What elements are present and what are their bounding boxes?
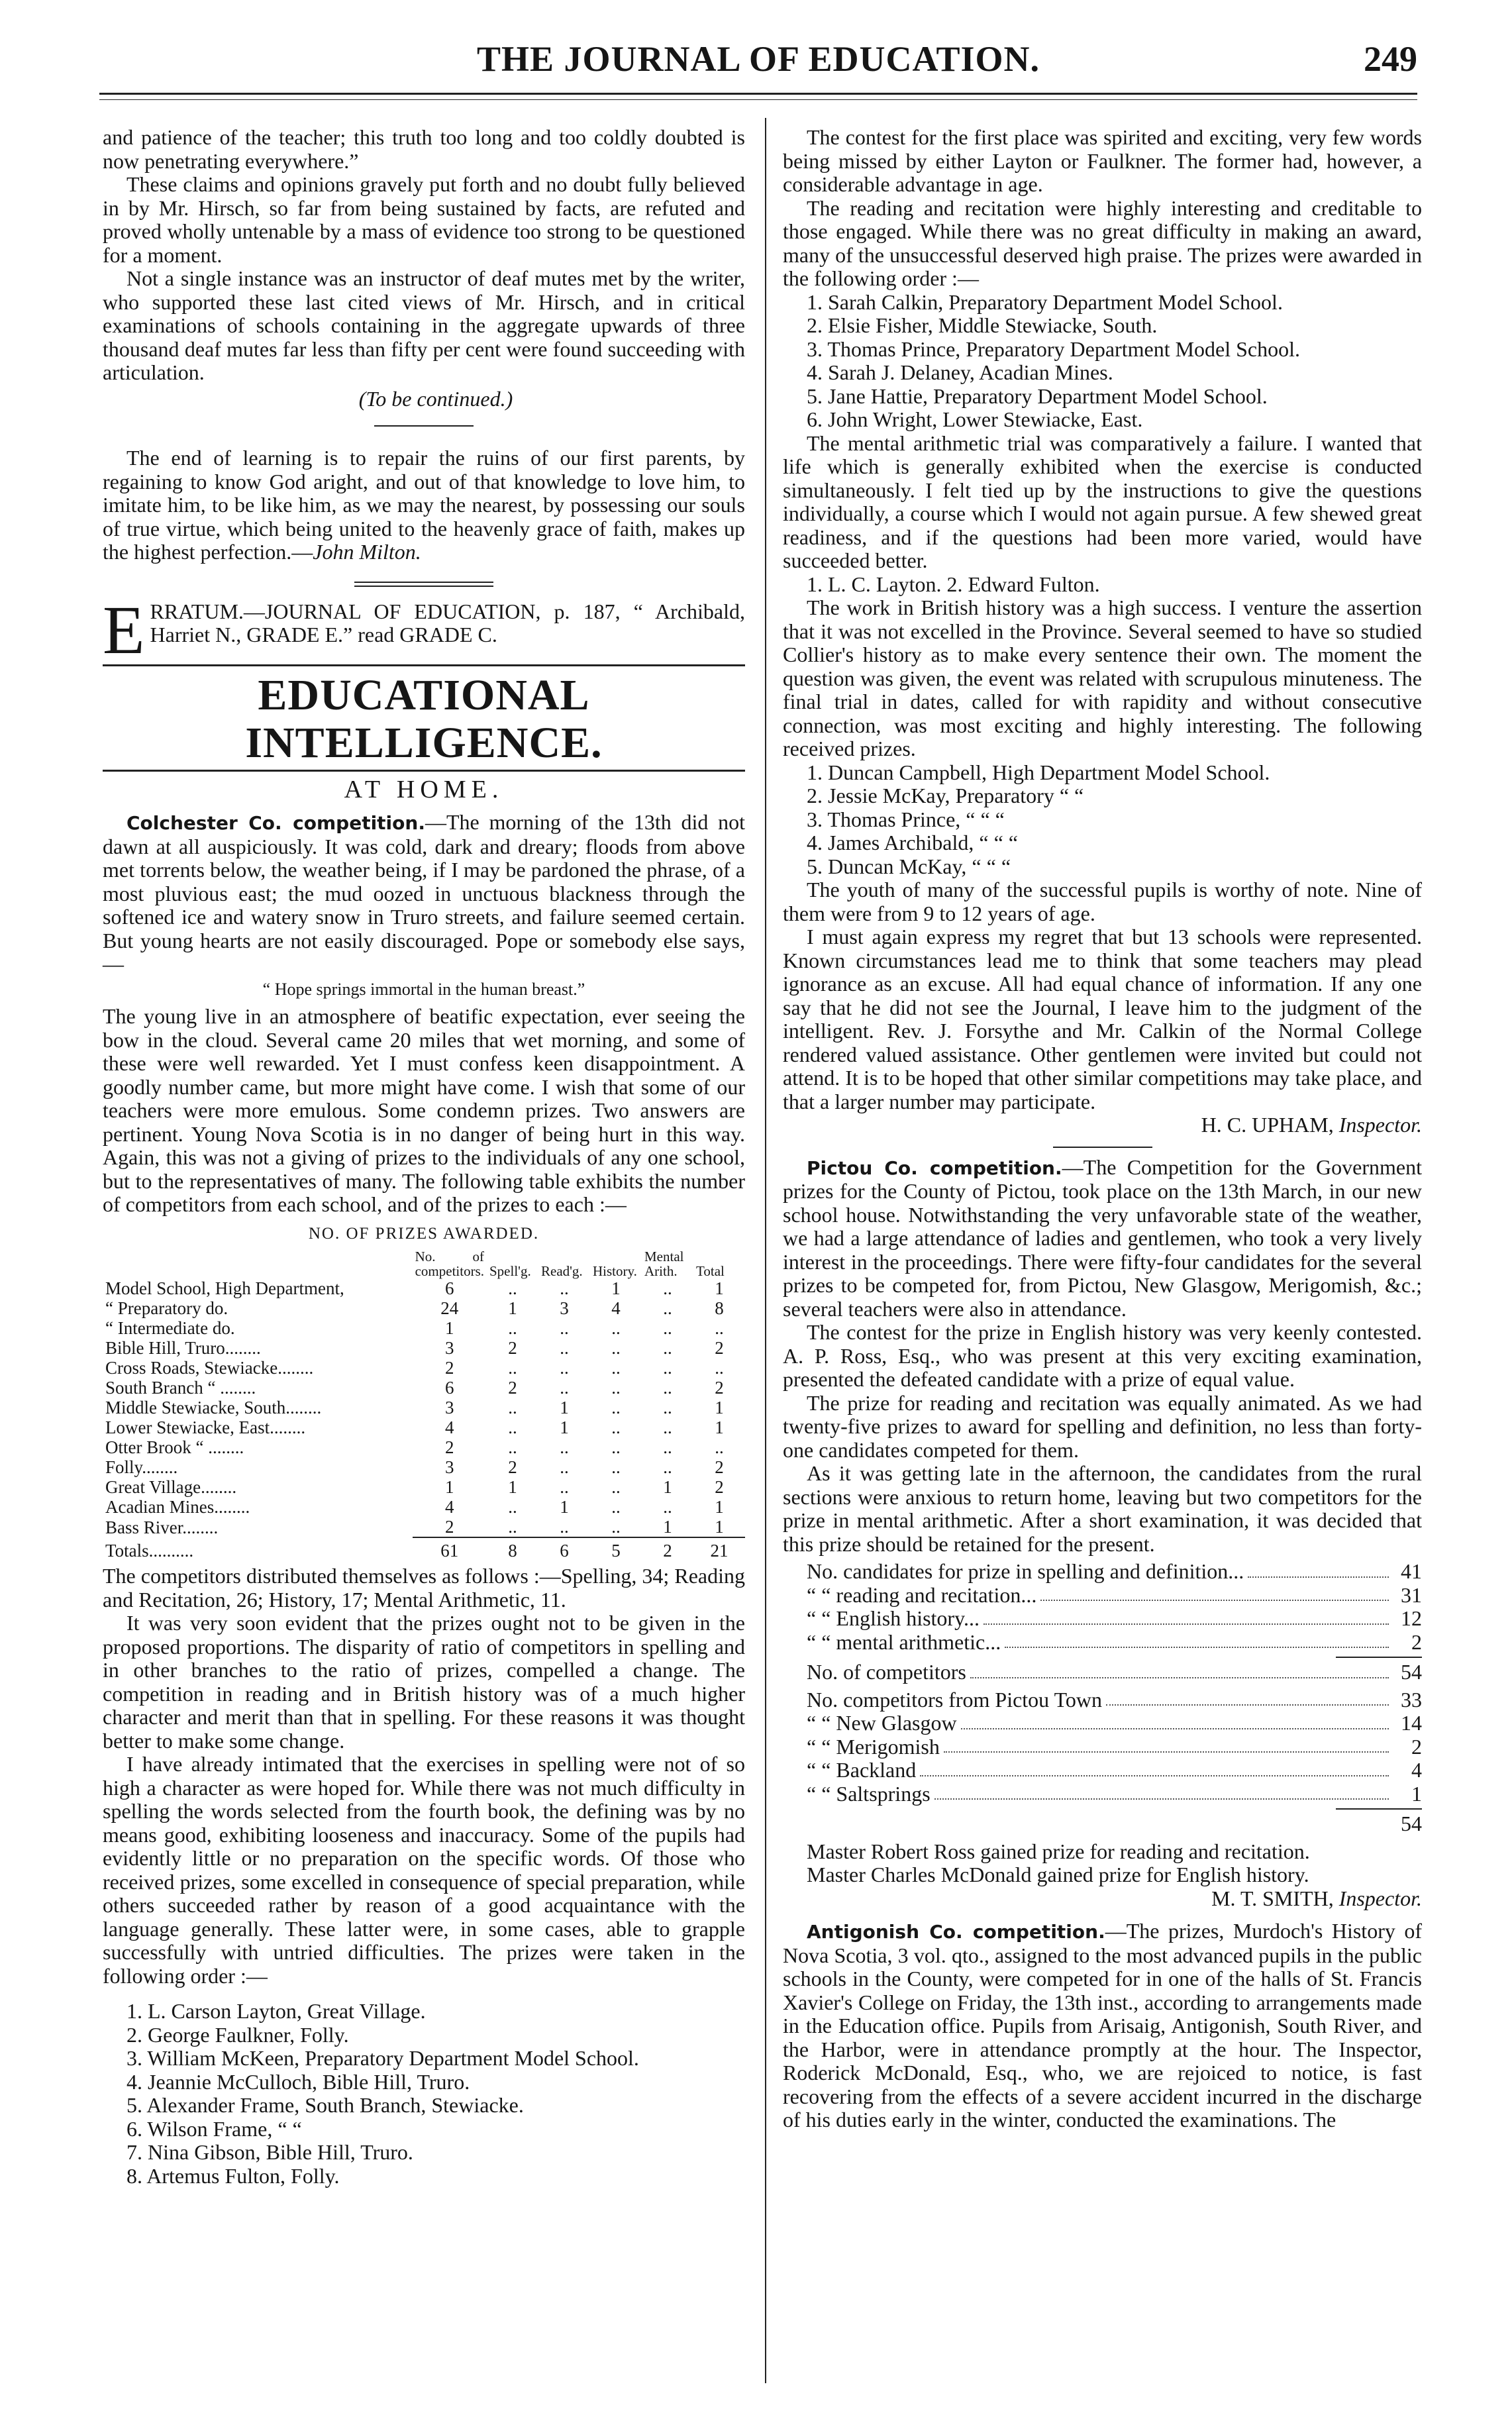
col-header: Read'g. — [541, 1263, 583, 1279]
header-rule-thin — [99, 99, 1417, 100]
paragraph: The young live in an atmosphere of beatific expectation, ever seeing the bow in the cloud. Several came 20 miles that wet morning, and some of these were well rewarded. Yet I must confess keen disappointment. A goodly number came, but more might have come. I wish that some of our teachers were more emulous. Some condemn prizes. Two answers are pertinent. Young Nova Scotia is in no danger of being hurt in this way. Again, this was not a giving of prizes to the individuals of any one school, but to the representatives of many. The following table exhibits the number of competitors from each school, and of the prizes to each :— — [103, 1004, 745, 1216]
table-cell-value: 21 — [693, 1537, 745, 1561]
stat-row — [807, 1560, 1422, 1584]
table-cell-school: Model School, High Department, — [105, 1278, 344, 1298]
table-cell-value: .. — [611, 1338, 621, 1358]
stat-label: “ “ Merigomish — [807, 1734, 940, 1759]
table-cell-value: 8 — [487, 1537, 538, 1561]
table-cell-value: .. — [663, 1378, 672, 1398]
stat-label: No. competitors from Pictou Town — [807, 1687, 1103, 1712]
header-rule — [99, 93, 1417, 95]
col-header: No. of competitors. — [415, 1249, 485, 1279]
list-item: 3. Thomas Prince, Preparatory Department Model School. — [807, 336, 1301, 361]
table-cell-value: 1 — [560, 1417, 569, 1437]
table-cell-value: 2 — [642, 1537, 693, 1561]
table-total-row — [103, 1537, 745, 1561]
stat-label: No. of competitors — [807, 1660, 966, 1684]
table-cell-value: .. — [560, 1517, 569, 1537]
table-cell-value: .. — [560, 1437, 569, 1457]
stat-label: “ “ English history... — [807, 1606, 980, 1630]
table-cell-value: .. — [663, 1417, 672, 1437]
table-cell-school: Cross Roads, Stewiacke........ — [105, 1358, 314, 1378]
table-cell-value: 1 — [560, 1398, 569, 1417]
stat-value: 1 — [1411, 1781, 1422, 1806]
table-cell-value: 24 — [440, 1298, 459, 1318]
table-cell-value: .. — [611, 1497, 621, 1517]
stat-row — [807, 1712, 1422, 1735]
table-cell-value: .. — [663, 1318, 672, 1338]
table-cell-value: 3 — [445, 1457, 454, 1477]
paragraph: The competitors distributed themselves as follows :—Spelling, 34; Reading and Recitation, 26; History, 17; Mental Arithmetic, 11. — [103, 1564, 745, 1612]
town-total: 54 — [1401, 1812, 1422, 1835]
stat-value: 12 — [1401, 1606, 1422, 1630]
table-cell-value: .. — [508, 1278, 517, 1298]
table-cell-value: 1 — [611, 1278, 621, 1298]
erratum-dropcap: E — [103, 591, 145, 668]
table-cell-value: 2 — [715, 1338, 724, 1358]
stat-row — [807, 1782, 1422, 1806]
table-row — [103, 1338, 745, 1358]
stat-label: No. candidates for prize in spelling and definition... — [807, 1559, 1244, 1583]
stat-total-row — [807, 1661, 1422, 1684]
dot-leader — [920, 1759, 1389, 1776]
table-cell-value: .. — [508, 1417, 517, 1437]
table-cell-value: .. — [611, 1457, 621, 1477]
table-cell-value: .. — [663, 1358, 672, 1378]
paragraph: Master Charles McDonald gained prize for English history. — [807, 1863, 1309, 1886]
paragraph: I have already intimated that the exercises in spelling were not of so high a character as were hoped for. While there was not much difficulty in spelling the words selected from the fourth book, the defining was by no means good, exhibiting looseness and inaccuracy. Some of the pupils had evidently little or no preparation on the specific words. Of those who received prizes, some excelled in consequence of special preparation, while others succeeded rather by reason of a good acquaintance with the language generally. These latter were, in some cases, able to grapple successfully with untried difficulties. The prizes were taken in the following order :— — [103, 1752, 745, 1988]
stat-value: 14 — [1401, 1711, 1422, 1735]
table-header-row — [103, 1249, 745, 1278]
history-prize-list — [783, 761, 1422, 879]
section-subtitle: AT HOME. — [344, 775, 504, 803]
stat-value: 41 — [1401, 1559, 1422, 1583]
table-row — [103, 1358, 745, 1378]
pope-quote: “ Hope springs immortal in the human breast.” — [262, 979, 585, 999]
table-cell-value: 1 — [560, 1497, 569, 1517]
table-cell-value: 1 — [715, 1398, 724, 1417]
table-cell-value: .. — [508, 1517, 517, 1537]
stat-label: “ “ Saltsprings — [807, 1781, 931, 1806]
stat-label: “ “ reading and recitation... — [807, 1582, 1037, 1607]
erratum — [103, 591, 745, 668]
column-divider — [765, 118, 766, 2383]
table-row — [103, 1378, 745, 1398]
paragraph: Master Robert Ross gained prize for reading and recitation. — [807, 1839, 1310, 1863]
stat-label: “ “ mental arithmetic... — [807, 1629, 1001, 1654]
total-rule — [1336, 1657, 1422, 1658]
mental-prize-list: 1. L. C. Layton. 2. Edward Fulton. — [807, 572, 1100, 596]
table-cell-school: Acadian Mines........ — [105, 1497, 250, 1517]
list-item: 5. Jane Hattie, Preparatory Department Model School. — [807, 384, 1268, 408]
table-cell-school: “ Preparatory do. — [105, 1298, 228, 1318]
col-header: Mental Arith. — [644, 1249, 684, 1279]
stat-row — [807, 1607, 1422, 1631]
table-cell-value: 3 — [445, 1338, 454, 1358]
table-row — [103, 1477, 745, 1497]
paragraph: and patience of the teacher; this truth too long and too coldly doubted is now penetrating everywhere.” — [103, 125, 745, 173]
col-header: Spell'g. — [489, 1263, 531, 1279]
col-header — [103, 1249, 413, 1278]
colchester-heading: Colchester Co. competition. — [126, 812, 425, 834]
paragraph: It was very soon evident that the prizes ought not to be given in the proposed proportions. The disparity of ratio of competitors in spelling and in other branches to the ratio of prizes, compelled a change. The competition in reading and in British history was of a much higher character and merit than that in spelling. For these reasons it was thought better to make some change. — [103, 1611, 745, 1753]
paragraph: As it was getting late in the afternoon, the candidates from the rural sections were anxious to return home, leaving but two competitors for the prize in mental arithmetic. After a short examination, it was decided that this prize should be retained for the present. — [783, 1461, 1422, 1556]
reading-prize-list — [783, 291, 1422, 432]
table-cell-value: .. — [663, 1278, 672, 1298]
table-row — [103, 1457, 745, 1477]
candidate-stats — [807, 1560, 1422, 1684]
section-title: EDUCATIONAL INTELLIGENCE. — [103, 664, 745, 772]
table-cell-value: .. — [508, 1318, 517, 1338]
table-cell-school: Middle Stewiacke, South........ — [105, 1398, 322, 1417]
table-cell-value: .. — [611, 1358, 621, 1378]
signature-role: Inspector. — [1338, 1886, 1422, 1910]
stat-value: 2 — [1411, 1629, 1422, 1654]
table-cell-school: Lower Stewiacke, East........ — [105, 1417, 306, 1437]
table-cell-value: 8 — [715, 1298, 724, 1318]
paragraph: The contest for the first place was spirited and exciting, very few words being missed by either Layton or Faulkner. The former had, however, a considerable advantage in age. — [783, 125, 1422, 196]
paragraph: The mental arithmetic trial was comparatively a failure. I wanted that life which is generally exhibited when the exercise is conducted simultaneously. I felt tied up by the instructions to give the questions individually, a course which I would not again pursue. A few shewed great readiness, and if the questions had been more varied, would have succeeded better. — [783, 431, 1422, 572]
table-cell-value: 4 — [445, 1497, 454, 1517]
paragraph: The youth of many of the successful pupils is worthy of note. Nine of them were from 9 to 12 years of age. — [783, 878, 1422, 925]
dot-leader — [1248, 1560, 1389, 1578]
stat-row — [807, 1735, 1422, 1759]
stat-row — [807, 1688, 1422, 1712]
town-stats — [807, 1688, 1422, 1836]
running-header — [99, 38, 1417, 91]
list-item: 7. Nina Gibson, Bible Hill, Truro. — [126, 2140, 413, 2164]
table-cell-school: Bass River........ — [105, 1517, 219, 1537]
table-cell-value: 2 — [508, 1338, 517, 1358]
table-cell-value: 1 — [715, 1417, 724, 1437]
table-cell-value: 61 — [413, 1537, 487, 1561]
table-cell-value: .. — [611, 1517, 621, 1537]
pictou-text: —The Competition for the Government prizes for the County of Pictou, took place on the 13th March, in our new school house. Notwithstanding the very unfavorable state of the weather, we had a large attendance of ladies and gentlemen, who took a very lively interest in the proceedings. There were fifty-four candidates for the several prizes to be competed for, from Pictou, New Glasgow, Merigomish, &c.; several teachers were also in attendance. — [783, 1155, 1422, 1321]
antigonish-heading: Antigonish Co. competition. — [807, 1921, 1105, 1943]
table-cell-value: 3 — [560, 1298, 569, 1318]
signature-smith — [783, 1887, 1422, 1911]
table-cell-value: .. — [715, 1358, 724, 1378]
table-cell-value: 6 — [445, 1278, 454, 1298]
table-cell-value: 4 — [611, 1298, 621, 1318]
table-cell-value: 2 — [445, 1517, 454, 1537]
section-divider — [1053, 1147, 1152, 1148]
spelling-prize-list — [103, 2000, 745, 2188]
signature-upham — [783, 1113, 1422, 1137]
table-cell-value: .. — [663, 1497, 672, 1517]
table-cell-value: .. — [508, 1437, 517, 1457]
left-column — [103, 126, 745, 2188]
table-cell-value: .. — [663, 1457, 672, 1477]
dot-leader — [970, 1661, 1389, 1678]
signature-name: M. T. SMITH, — [1211, 1886, 1334, 1910]
list-item: 5. Alexander Frame, South Branch, Stewiacke. — [126, 2093, 524, 2117]
table-cell-value: 2 — [508, 1457, 517, 1477]
table-cell-value: 2 — [445, 1437, 454, 1457]
col-header: Total — [696, 1263, 725, 1279]
table-cell-value: .. — [560, 1358, 569, 1378]
table-cell-value: 6 — [538, 1537, 590, 1561]
list-item: 4. Jeannie McCulloch, Bible Hill, Truro. — [126, 2069, 470, 2094]
table-cell-value: 6 — [445, 1378, 454, 1398]
table-cell-value: .. — [508, 1398, 517, 1417]
table-cell-school: Bible Hill, Truro........ — [105, 1338, 261, 1358]
table-cell-value: .. — [611, 1378, 621, 1398]
dot-leader — [1040, 1584, 1389, 1602]
table-cell-value: .. — [611, 1477, 621, 1497]
table-title: NO. OF PRIZES AWARDED. — [308, 1224, 540, 1243]
list-item: 8. Artemus Fulton, Folly. — [126, 2163, 340, 2188]
table-body — [103, 1278, 745, 1561]
colchester-text: —The morning of the 13th did not dawn at all auspiciously. It was cold, dark and dreary; floods from above met torrents below, the weather being, if I may be pardoned the phrase, of a most pluvious east; the mud oozed in unctuous blackness through the softened ice and watery snow in Truro streets, and failure seemed certain. But young hearts are not easily discouraged. Pope or somebody else says,— — [103, 810, 745, 976]
to-be-continued: (To be continued.) — [358, 386, 513, 411]
table-cell-value: .. — [663, 1437, 672, 1457]
table-cell-school: “ Intermediate do. — [105, 1318, 235, 1338]
dot-leader — [944, 1735, 1389, 1753]
list-item: 5. Duncan McKay, “ “ “ — [807, 854, 1011, 878]
table-cell-value: 2 — [715, 1378, 724, 1398]
stat-value: 2 — [1411, 1734, 1422, 1759]
list-item: 2. George Faulkner, Folly. — [126, 2022, 349, 2047]
table-cell-school: Totals.......... — [105, 1540, 194, 1561]
stat-value: 54 — [1401, 1660, 1422, 1684]
table-cell-value: 2 — [715, 1457, 724, 1477]
table-cell-value: 1 — [445, 1318, 454, 1338]
dot-leader — [934, 1782, 1389, 1800]
right-column — [783, 126, 1422, 2132]
table-row — [103, 1398, 745, 1417]
antigonish-text: —The prizes, Murdoch's History of Nova Scotia, 3 vol. qto., assigned to the most advanced pupils in the public schools in the County, were competed for in one of the halls of St. Francis Xavier's College on Friday, the 13th inst., according to arrangements made in the Education office. Pupils from Arisaig, Antigonish, South River, and the Harbor, were in attendance promptly at the hour. The Inspector, Roderick McDonald, Esq., who, we are rejoiced to notice, is fast recovering from the effects of a severe accident incurred in the discharge of his duties early in the winter, conducted the examinations. The — [783, 1919, 1422, 2132]
section-divider — [374, 425, 474, 427]
stat-value: 33 — [1401, 1687, 1422, 1712]
table-cell-value: 1 — [508, 1298, 517, 1318]
table-cell-value: 1 — [663, 1477, 672, 1497]
table-cell-value: 1 — [508, 1477, 517, 1497]
signature-role: Inspector. — [1338, 1113, 1422, 1137]
list-item: 4. Sarah J. Delaney, Acadian Mines. — [807, 360, 1113, 384]
table-cell-value: 4 — [445, 1417, 454, 1437]
erratum-text: RRATUM.—JOURNAL OF EDUCATION, p. 187, “ Archibald, Harriet N., GRADE E.” read GRADE C. — [150, 599, 745, 646]
table-cell-value: 2 — [508, 1378, 517, 1398]
list-item: 1. L. Carson Layton, Great Village. — [126, 1999, 426, 2023]
list-item: 6. John Wright, Lower Stewiacke, East. — [807, 407, 1143, 431]
table-cell-value: .. — [611, 1398, 621, 1417]
page-number: 249 — [1364, 39, 1417, 79]
table-row — [103, 1318, 745, 1338]
list-item: 2. Jessie McKay, Preparatory “ “ — [807, 784, 1084, 807]
table-cell-value: .. — [663, 1298, 672, 1318]
paragraph: The contest for the prize in English history was very keenly contested. A. P. Ross, Esq., who was present at this very exciting examination, presented the defeated candidate with a prize of equal value. — [783, 1320, 1422, 1391]
table-cell-value: .. — [508, 1358, 517, 1378]
table-row — [103, 1417, 745, 1437]
table-cell-value: .. — [508, 1497, 517, 1517]
paragraph: These claims and opinions gravely put forth and no doubt fully believed in by Mr. Hirsch, so far from being sustained by facts, are refuted and proved wholly untenable by a mass of evidence too strong to be questioned for a moment. — [103, 172, 745, 267]
dot-leader — [1005, 1631, 1389, 1649]
table-cell-value: 1 — [715, 1517, 724, 1537]
dot-leader — [983, 1607, 1389, 1625]
table-cell-value: .. — [560, 1318, 569, 1338]
table-cell-value: .. — [663, 1398, 672, 1417]
table-cell-value: .. — [560, 1378, 569, 1398]
table-cell-value: 3 — [445, 1398, 454, 1417]
table-cell-value: .. — [611, 1417, 621, 1437]
col-header: History. — [593, 1263, 637, 1279]
list-item: 2. Elsie Fisher, Middle Stewiacke, South. — [807, 313, 1158, 337]
table-cell-school: Folly........ — [105, 1457, 178, 1477]
table-cell-value: .. — [715, 1437, 724, 1457]
table-cell-value: 2 — [715, 1477, 724, 1497]
pictou-heading: Pictou Co. competition. — [807, 1156, 1062, 1179]
paragraph: The reading and recitation were highly interesting and creditable to those engaged. While there was no great difficulty in making an award, many of the unsuccessful deserved high praise. The prizes were awarded in the following order :— — [783, 195, 1422, 290]
table-row — [103, 1517, 745, 1537]
stat-row — [807, 1584, 1422, 1608]
table-cell-value: 1 — [663, 1517, 672, 1537]
table-cell-value: 1 — [715, 1497, 724, 1517]
stat-value: 31 — [1401, 1582, 1422, 1607]
table-row — [103, 1298, 745, 1318]
table-cell-value: .. — [560, 1338, 569, 1358]
stat-label: “ “ New Glasgow — [807, 1711, 957, 1735]
table-row — [103, 1437, 745, 1457]
table-cell-value: .. — [611, 1318, 621, 1338]
paragraph: The prize for reading and recitation was equally animated. As we had twenty-five prizes to award for spelling and definition, no less than forty-one candidates competed for them. — [783, 1390, 1422, 1462]
table-cell-value: .. — [560, 1477, 569, 1497]
total-rule — [1336, 1808, 1422, 1810]
list-item: 1. Sarah Calkin, Preparatory Department Model School. — [807, 289, 1283, 314]
dot-leader — [1106, 1688, 1389, 1706]
table-cell-value: .. — [560, 1457, 569, 1477]
dot-leader — [961, 1712, 1389, 1729]
table-cell-value: 1 — [445, 1477, 454, 1497]
stat-row — [807, 1759, 1422, 1782]
stat-value: 4 — [1411, 1758, 1422, 1782]
colchester-paragraph — [103, 811, 745, 976]
table-cell-value: 1 — [715, 1278, 724, 1298]
stat-label: “ “ Backland — [807, 1758, 917, 1782]
table-cell-value: 5 — [590, 1537, 642, 1561]
journal-title: THE JOURNAL OF EDUCATION. — [476, 39, 1040, 79]
table-cell-school: Great Village........ — [105, 1477, 237, 1497]
table-cell-value: .. — [663, 1338, 672, 1358]
milton-author: John Milton. — [313, 540, 421, 564]
list-item: 3. William McKeen, Preparatory Department Model School. — [126, 2046, 639, 2070]
stat-row — [807, 1631, 1422, 1655]
milton-quote — [103, 446, 745, 564]
table-cell-school: Otter Brook “ ........ — [105, 1437, 244, 1457]
antigonish-paragraph — [783, 1920, 1422, 2132]
pictou-paragraph — [783, 1156, 1422, 1321]
table-cell-value: .. — [715, 1318, 724, 1338]
table-cell-value: .. — [560, 1278, 569, 1298]
paragraph: The work in British history was a high success. I venture the assertion that it was not excelled in the Province. Several seemed to have so studied Collier's history as to make every sentence their own. The moment the question was given, the event was related with scrupulous minuteness. The final trial in dates, called for with rapidity and without consecutive connection, was most exciting and highly interesting. The following received prizes. — [783, 595, 1422, 760]
list-item: 1. Duncan Campbell, High Department Model School. — [807, 760, 1270, 784]
list-item: 6. Wilson Frame, “ “ — [126, 2116, 302, 2141]
prize-table — [103, 1249, 745, 1561]
signature-name: H. C. UPHAM, — [1201, 1113, 1334, 1137]
list-item: 4. James Archibald, “ “ “ — [807, 831, 1018, 854]
paragraph: Not a single instance was an instructor of deaf mutes met by the writer, who supported these last cited views of Mr. Hirsch, and in critical examinations of schools containing in the aggregate upwards of three thousand deaf mutes far less than fifty per cent were found succeeding with articulation. — [103, 266, 745, 384]
list-item: 3. Thomas Prince, “ “ “ — [807, 807, 1005, 831]
double-divider — [354, 582, 493, 587]
table-row — [103, 1278, 745, 1298]
table-cell-school: South Branch “ ........ — [105, 1378, 256, 1398]
table-cell-value: .. — [611, 1437, 621, 1457]
milton-text: The end of learning is to repair the ruins of our first parents, by regaining to know God aright, and out of that knowledge to love him, to imitate him, to be like him, as we may the nearest, by possessing our souls of true virtue, which being united to the heavenly grace of faith, makes up the highest perfection.— — [103, 446, 745, 564]
paragraph: I must again express my regret that but 13 schools were represented. Known circumstances lead me to think that some teachers may plead ignorance as an excuse. All had equal chance of information. If any one say that he did not see the Journal, I leave him to the judgment of the intelligent. Rev. J. Forsythe and Mr. Calkin of the Normal College rendered valued assistance. Other gentlemen were invited but could not attend. It is to be hoped that other similar competitions may take place, and that a larger number may participate. — [783, 925, 1422, 1113]
table-row — [103, 1497, 745, 1517]
table-cell-value: 2 — [445, 1358, 454, 1378]
